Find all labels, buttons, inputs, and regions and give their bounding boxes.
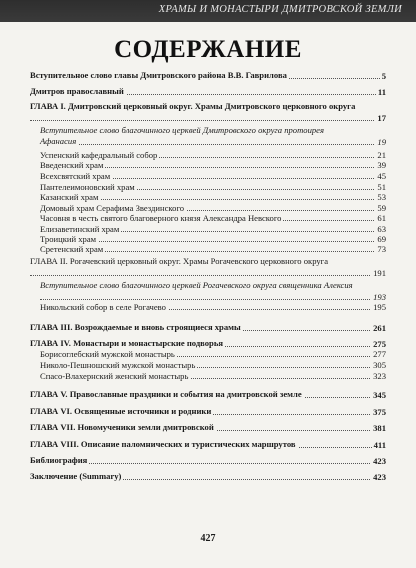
toc-entry-title: ГЛАВА VII. Новомученики земли дмитровской [30,422,214,432]
toc-entry-title: Никольский собор в селе Рогачево [40,302,166,312]
toc-entry-title: Вступительное слово благочинного церквей Рогачевского округа священника Алексия [40,280,353,290]
toc-entry-title: ГЛАВА I. Дмитровский церковный округ. Храмы Дмитровского церковного округа [30,101,356,111]
toc-entry [40,203,386,213]
toc-entry-page: 61 [377,212,386,223]
toc-entry [30,322,386,333]
toc-entry [30,338,386,349]
toc-entry [30,70,386,81]
toc-entry [40,213,386,223]
toc-entry-page: 193 [373,291,386,302]
toc-entry-title: Введенский храм [40,160,104,170]
toc-entry-page: 17 [377,112,386,123]
toc-entry-title: Борисоглебский мужской монастырь [40,349,175,359]
toc-entry-title: Заключение (Summary) [30,471,122,481]
toc-entry-title: Всехсвятский храм [40,171,111,181]
toc-entry-title: Спасо-Влахернский женский монастырь [40,371,189,381]
toc-entry [40,349,386,359]
toc-leader [30,275,386,276]
toc-entry-page: 69 [377,233,386,244]
toc-entry-title: ГЛАВА V. Православные праздники и события на дмитровской земле [30,389,302,399]
toc-entry-page: 261 [373,322,386,333]
toc-entry [30,455,386,466]
toc-entry-title: Казанский храм [40,192,99,202]
toc-entry-page: 345 [373,389,386,400]
toc-entry [30,389,386,400]
toc-entry-title: Вступительное слово благочинного церквей Дмитровского округа протоирея Афанасия [40,125,324,146]
toc-entry-title: ГЛАВА VI. Освященные источники и родники [30,406,212,416]
toc-entry-title: Успенский кафедральный собор [40,150,158,160]
toc-entry-page: 381 [373,422,386,433]
toc-entry-page: 305 [373,359,386,370]
toc-entry-page: 191 [373,267,386,278]
toc-entry-page: 73 [377,243,386,254]
toc-entry-page: 21 [377,149,386,160]
toc-entry-title: Елизаветинский храм [40,224,120,234]
toc-entry-page: 19 [377,136,386,147]
toc-entry-page: 45 [377,170,386,181]
toc-entry [40,280,386,302]
toc-entry-title: ГЛАВА III. Возрождаемые и вновь строящиеся храмы [30,322,241,332]
toc-entry [40,182,386,192]
toc-entry-title: Троицкий храм [40,234,97,244]
toc-entry-page: 275 [373,338,386,349]
toc-entry-page: 423 [373,455,386,466]
toc-leader [30,120,386,121]
toc-entry-page: 63 [377,223,386,234]
toc-entry-title: Вступительное слово главы Дмитровского района В.В. Гаврилова [30,70,287,80]
toc-entry-title: Дмитров православный [30,86,124,96]
toc-entry [30,439,386,450]
page-number: 427 [200,533,216,544]
toc-entry-page: 195 [373,301,386,312]
toc-leader [40,299,386,300]
toc-entry-title: Домовый храм Серафима Звездинского [40,203,185,213]
toc-entry [40,171,386,181]
toc-entry-title: ГЛАВА II. Рогачевский церковный округ. Храмы Рогачевского церковного округа [30,256,329,266]
toc-entry [30,471,386,482]
toc-entry-page: 411 [373,439,386,450]
toc-entry [40,302,386,312]
toc-entry [40,234,386,244]
toc-entry [30,101,386,123]
toc-entry [40,150,386,160]
toc-entry [40,371,386,381]
toc-entry-page: 323 [373,370,386,381]
running-title: ХРАМЫ И МОНАСТЫРИ ДМИТРОВСКОЙ ЗЕМЛИ [158,4,402,15]
toc-entry-title: Пантелеимоновский храм [40,182,135,192]
toc-entry-page: 375 [373,406,386,417]
page-title: СОДЕРЖАНИЕ [114,36,302,63]
toc-entry-page: 423 [373,471,386,482]
toc-entry-title: Библиография [30,455,88,465]
toc-entry-page: 59 [377,202,386,213]
toc-entry [40,224,386,234]
toc-entry-title: Сретенский храм [40,244,104,254]
toc-entry [30,86,386,97]
toc-entry-page: 5 [381,70,386,81]
toc-entry [40,160,386,170]
toc-entry-page: 39 [377,159,386,170]
toc-entry-title: Николо-Пешношский мужской монастырь [40,360,196,370]
toc-entry [30,256,386,278]
toc-entry [40,192,386,202]
toc-entry [30,422,386,433]
toc-entry [40,125,386,147]
toc-entry-page: 277 [373,348,386,359]
toc-entry-title: ГЛАВА VIII. Описание паломнических и туристических маршрутов [30,439,296,449]
toc-entry [40,244,386,254]
toc-entry-title: ГЛАВА IV. Монастыри и монастырские подворья [30,338,224,348]
toc-entry-page: 51 [377,181,386,192]
toc-entry-title: Часовня в честь святого благоверного князя Александра Невского [40,213,282,223]
toc-entry-page: 11 [377,86,386,97]
toc-entry [40,360,386,370]
toc-entry-page: 53 [377,191,386,202]
toc-entry [30,406,386,417]
